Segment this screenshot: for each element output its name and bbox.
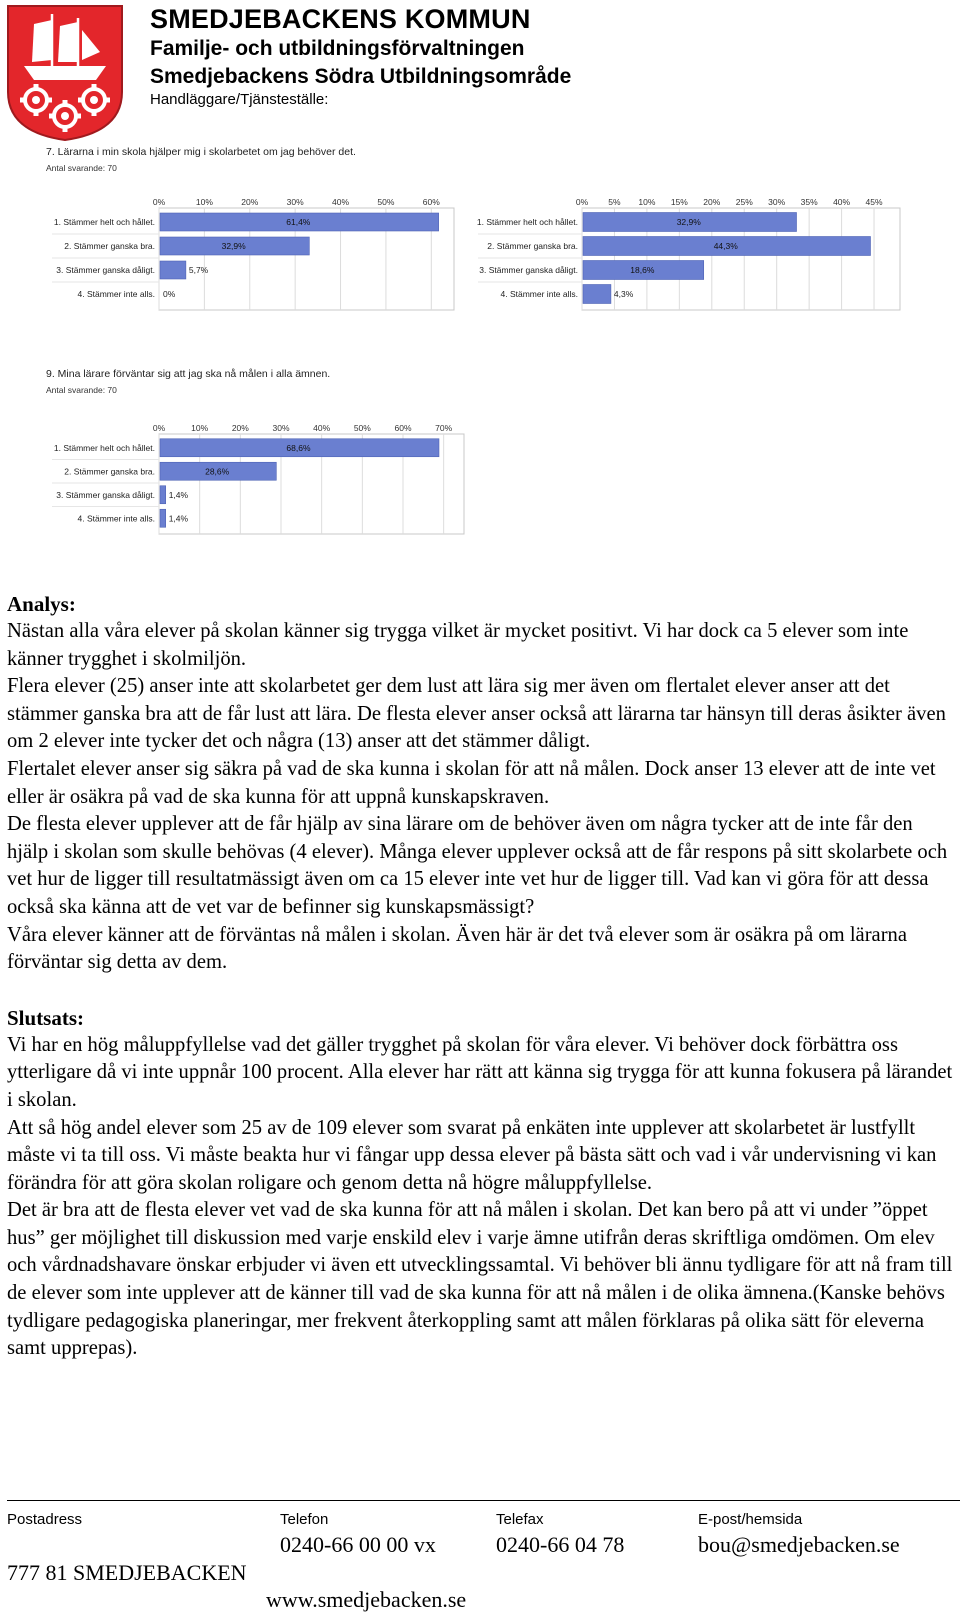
footer-website-link[interactable]: www.smedjebacken.se	[266, 1587, 467, 1612]
category-label: 4. Stämmer inte alls.	[77, 289, 155, 299]
data-label: 4,3%	[613, 289, 634, 299]
data-label: 1,4%	[168, 489, 189, 500]
tick-label: 10%	[191, 424, 209, 433]
data-label: 44,3%	[713, 241, 738, 251]
category-label: 1. Stämmer helt och hållet.	[53, 442, 155, 453]
tick-label: 35%	[800, 197, 818, 207]
tick-label: 20%	[241, 198, 259, 207]
bar	[583, 285, 611, 304]
tick-label: 50%	[377, 198, 395, 207]
bar	[160, 486, 166, 504]
tick-label: 20%	[703, 197, 721, 207]
category-label: 1. Stämmer helt och hållet.	[53, 217, 155, 227]
data-label: 28,6%	[205, 466, 230, 477]
coat-of-arms-icon	[6, 4, 124, 142]
footer-postal-label: Postadress	[7, 1511, 83, 1528]
question-7-title: 7. Lärarna i min skola hjälper mig i skolarbetet om jag behöver det.	[46, 146, 356, 158]
tick-label: 0%	[152, 198, 166, 207]
area-name: Smedjebackens Södra Utbildningsområde	[150, 65, 572, 88]
footer-postal-value: 777 81 SMEDJEBACKEN	[7, 1560, 247, 1585]
question-9-count: Antal svarande: 70	[46, 385, 117, 395]
analysis-paragraph: Nästan alla våra elever på skolan känner sig trygga vilket är mycket positivt. Vi har dock ca 5 elever som inte känner trygghet i skolmiljön.	[7, 620, 909, 670]
handler-label: Handläggare/Tjänsteställe:	[150, 91, 329, 108]
question-7-chart-left	[44, 198, 458, 317]
analysis-paragraph: De flesta elever upplever att de får hjälp av sina lärare om de behöver även om några tycker att de inte får den hjälp i skolan som skulle behövas (4 elever). Många elever upplever också att de får respons på sitt skolarbete och vet hur de ligger till resultatmässigt även om ca 15 elever inte vet hur de ligger till. Vad kan vi göra för att dessa också ska känna att de vet var de befinner sig kunskapsmässigt?	[7, 813, 948, 918]
question-7-chart-right	[470, 196, 904, 317]
tick-label: 15%	[670, 197, 688, 207]
category-label: 2. Stämmer ganska bra.	[64, 466, 155, 477]
tick-label: 30%	[768, 197, 786, 207]
data-label: 32,9%	[676, 217, 701, 227]
analysis-paragraph: Våra elever känner att de förväntas nå målen i skolan. Även här är det två elever som är osäkra på om lärarna förväntar sig detta av dem.	[7, 923, 907, 974]
category-label: 2. Stämmer ganska bra.	[487, 241, 578, 251]
tick-label: 30%	[272, 424, 290, 433]
conclusion-paragraph: Att så hög andel elever som 25 av de 109 elever som svarat på enkäten inte upplever att skolarbetet är lustfyllt måste vi ta till oss. Vi måste beakta hur vi fångar upp dessa elever på bästa sätt och vad i vår undervisning vi kan förändra för att göra skolan roligare och genom detta nå högre måluppfyllelse.	[7, 1116, 937, 1194]
footer-phone-label: Telefon	[280, 1511, 329, 1528]
data-label: 18,6%	[630, 265, 655, 275]
conclusion-paragraph: Det är bra att de flesta elever vet vad de ska kunna för att nå målen i skolan. Det kan bero på att vi under ”öppet hus” ger möjlighet till diskussion med varje enskild elev i varje ämne utifrån deras skriftliga omdömen. Om elev och vårdnadshavare önskar erbjuder vi även ett utvecklingssamtal. Vi behöver bli ännu tydligare för att nå fram till de elever som inte upplever att de känner till vad de ska kunna för att nå målen i de olika ämnena.(Kanske behövs tydligare pedagogiska planeringar, mer frekvent återkoppling samt att målen förklaras på olika sätt för eleverna samt upprepas).	[7, 1199, 953, 1360]
tick-label: 0%	[152, 424, 166, 433]
analysis-paragraph: Flertalet elever anser sig säkra på vad de ska kunna i skolan för att nå målen. Dock anser 13 elever att de inte vet eller är osäkra på vad de ska kunna för att uppnå kunskapskraven.	[7, 757, 936, 808]
data-label: 0%	[163, 289, 176, 299]
bar	[160, 509, 166, 527]
tick-label: 40%	[332, 198, 350, 207]
tick-label: 20%	[231, 424, 249, 433]
footer-phone-value: 0240-66 00 00 vx	[280, 1532, 436, 1557]
category-label: 3. Stämmer ganska dåligt.	[56, 265, 155, 275]
tick-label: 40%	[313, 424, 331, 433]
tick-label: 50%	[353, 424, 371, 433]
category-label: 4. Stämmer inte alls.	[77, 513, 155, 524]
municipality-coat-of-arms	[6, 4, 124, 142]
tick-label: 30%	[286, 198, 304, 207]
category-label: 4. Stämmer inte alls.	[500, 289, 578, 299]
conclusion-heading: Slutsats:	[7, 1005, 85, 1030]
tick-label: 45%	[865, 197, 883, 207]
org-name: SMEDJEBACKENS KOMMUN	[150, 4, 531, 34]
category-label: 3. Stämmer ganska dåligt.	[56, 489, 155, 500]
tick-label: 10%	[638, 197, 656, 207]
tick-label: 60%	[394, 424, 412, 433]
category-label: 3. Stämmer ganska dåligt.	[479, 265, 578, 275]
tick-label: 10%	[195, 198, 213, 207]
tick-label: 40%	[833, 197, 851, 207]
bar	[160, 261, 186, 279]
data-label: 1,4%	[168, 513, 189, 524]
analysis-section	[7, 590, 955, 1363]
footer-email-link[interactable]: bou@smedjebacken.se	[698, 1532, 900, 1557]
category-label: 2. Stämmer ganska bra.	[64, 241, 155, 251]
data-label: 32,9%	[221, 241, 246, 251]
analysis-heading: Analys:	[7, 592, 76, 616]
tick-label: 70%	[435, 424, 453, 433]
category-label: 1. Stämmer helt och hållet.	[476, 217, 578, 227]
data-label: 61,4%	[286, 217, 311, 227]
department-name: Familje- och utbildningsförvaltningen	[150, 37, 525, 60]
conclusion-paragraph: Vi har en hög måluppfyllelse vad det gäller trygghet på skolan för våra elever. Vi behöver dock förbättra oss ytterligare då vi inte uppnår 100 procent. Alla elever har rätt att känna sig trygga för att kunna fokusera på lärandet i skolan.	[7, 1033, 953, 1111]
tick-label: 25%	[735, 197, 753, 207]
data-label: 5,7%	[188, 265, 209, 275]
question-7-count: Antal svarande: 70	[46, 163, 117, 173]
footer-email-label: E-post/hemsida	[698, 1511, 803, 1528]
footer-fax-value: 0240-66 04 78	[496, 1532, 625, 1557]
footer-fax-label: Telefax	[496, 1511, 544, 1528]
tick-label: 0%	[575, 197, 589, 207]
tick-label: 60%	[422, 198, 440, 207]
tick-label: 5%	[608, 197, 621, 207]
footer-rule	[7, 1500, 960, 1501]
data-label: 68,6%	[286, 442, 311, 453]
question-9-title: 9. Mina lärare förväntar sig att jag ska nå målen i alla ämnen.	[46, 368, 331, 380]
analysis-paragraph: Flera elever (25) anser inte att skolarbetet ger dem lust att lära sig mer även om flertalet elever anser att det stämmer ganska bra att de får lust att lära. De flesta elever anser också att lärarna tar hänsyn till deras åsikter även om 2 elever inte tycker det och några (13) anser att det stämmer dåligt.	[7, 675, 946, 753]
question-9-chart	[44, 424, 468, 541]
